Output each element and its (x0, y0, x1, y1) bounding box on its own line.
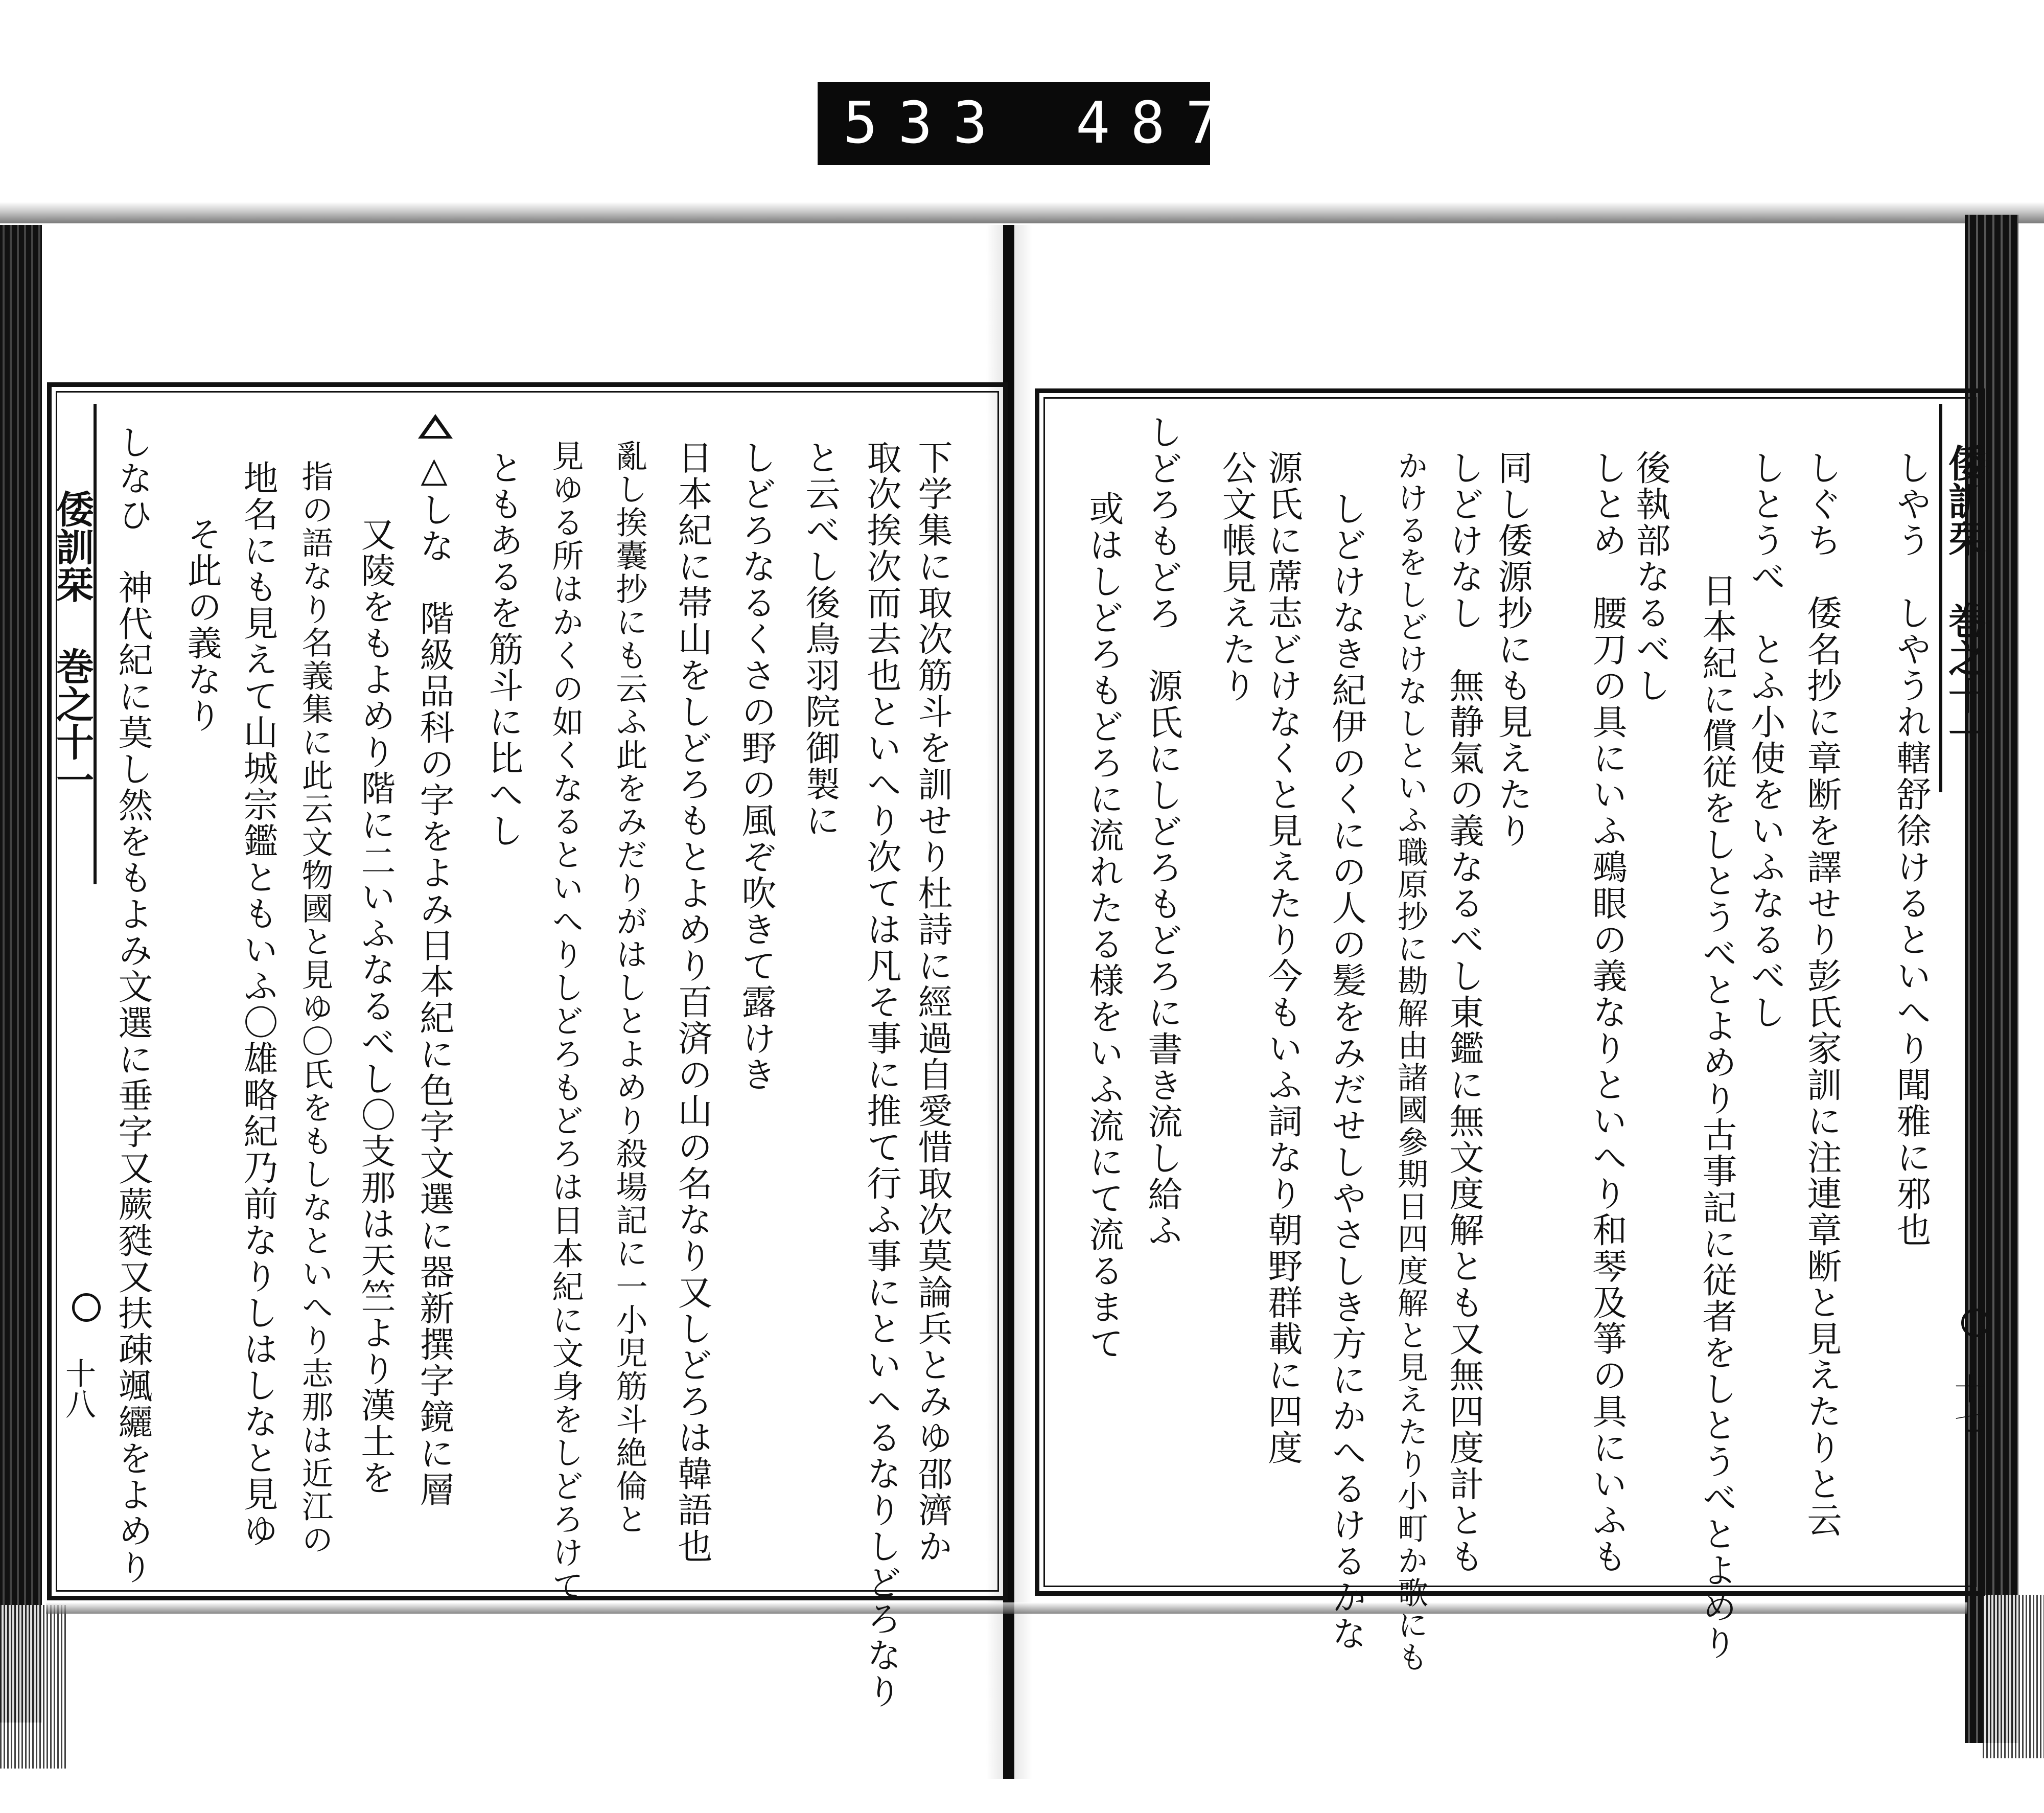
call-number-left: 533 (843, 90, 1008, 156)
text-column: しなひ 神代紀に莫し然をもよみ文選に垂字又蕨甤又扶疎颯纚をよめり (112, 424, 153, 1586)
text-column: 又陵をもよめり階に二いふなるべし〇支那は天竺より漢土を (355, 516, 396, 1496)
text-column: 下学集に取次筋斗を訓せり杜詩に經過自愛惜取次莫論兵とみゆ邵濟か (912, 440, 953, 1565)
text-column: 或はしどろもどろに流れたる様をいふ流にて流るまて (1083, 491, 1124, 1362)
left-page-title: 倭訓栞 (50, 490, 94, 603)
text-column: 公文帳見えたり (1216, 450, 1257, 704)
text-column: かけるをしどけなしといふ職原抄に勘解由諸國參期日四度解と見えたり小町か歌にも (1392, 450, 1428, 1673)
right-page-folio-number: 十七 (1949, 1373, 1985, 1434)
call-number-label (818, 82, 1295, 165)
left-binding-edge (0, 225, 42, 1723)
text-column: 見ゆる所はかくの如くなるといへりしどろもどろは日本紀に文身をしどろけて (547, 440, 584, 1602)
text-column: 同し倭源抄にも見えたり (1492, 450, 1532, 849)
text-column: 後執部なるべし (1630, 450, 1670, 704)
right-page-volume: 巻之十一 (1942, 601, 1986, 752)
text-column: そ此の義なり (181, 516, 222, 734)
text-column: しとうべ とふ小使をいふなるべし (1745, 450, 1785, 1030)
triangle-mark-icon (418, 414, 453, 439)
book-top-edge (0, 202, 2044, 223)
left-page-title-strip (50, 404, 97, 884)
left-page-fringe (0, 1605, 66, 1769)
text-column: △しな 階級品科の字をよみ日本紀に色字文選に器新撰字鏡に層 (414, 450, 454, 1508)
text-column: 亂し挨囊抄にも云ふ此をみだりがはしとよめり殺場記に一小児筋斗絶倫と (611, 440, 648, 1536)
text-column: しどけなし 無静氣の義なるべし東鑑に無文度解とも又無四度計とも (1444, 450, 1484, 1575)
text-column: しどろもどろ 源氏にしどろもどろに書き流し給ふ (1142, 414, 1182, 1249)
text-column: 日本紀に償従をしとうべとよめり古事記に従者をしとうべとよめり (1697, 572, 1737, 1661)
text-column: しどろなるくさの野の風ぞ吹きて露けき (736, 440, 776, 1093)
bottom-shadow (46, 1602, 1967, 1614)
call-number-right: 487. (1076, 90, 1295, 156)
right-page-title-strip (1939, 404, 1986, 792)
text-column: しやう しやうれ轄舒徐けるといへり聞雅に邪也 (1891, 450, 1931, 1248)
text-column: しとめ 腰刀の具にいふ鵐眼の義なりといへり和琴及箏の具にいふも (1587, 450, 1627, 1575)
right-page-folio (1949, 1309, 1990, 1434)
text-column: しどけなき紀伊のくにの人の髪をみだせしやさしき方にかへるけるかな (1326, 491, 1366, 1652)
text-column: 源氏に蓆志どけなくと見えたり今もいふ詞なり朝野群載に四度 (1262, 450, 1303, 1466)
right-page-title: 倭訓栞 (1942, 444, 1986, 557)
text-column: と云べし後鳥羽院御製に (800, 440, 840, 839)
text-column: しぐち 倭名抄に章断を譯せり彭氏家訓に注連章断と見えたりと云 (1801, 450, 1842, 1539)
right-page-fringe (1983, 1595, 2044, 1758)
left-page-volume: 巻之十一 (50, 647, 94, 798)
text-column: 取次挨次而去也といへり次ては凡そ事に推て行ふ事にといへるなりしどろなり (861, 440, 901, 1710)
circle-mark-icon (72, 1293, 101, 1322)
left-page-folio-number: 十八 (60, 1358, 96, 1419)
text-column: 日本紀に帯山をしどろもとよめり百済の山の名なり又しどろは韓語也 (672, 440, 712, 1565)
circle-mark-icon (1961, 1309, 1990, 1337)
left-page-folio (60, 1293, 101, 1419)
text-column: ともあるを筋斗に比へし (483, 450, 523, 849)
text-column: 地名にも見えて山城宗鑑ともいふ〇雄略紀乃前なりしはしなと見ゆ (238, 460, 278, 1549)
text-column: 指の語なり名義集に此云文物國と見ゆ〇氏をもしなといへり志那は近江の (296, 460, 334, 1556)
